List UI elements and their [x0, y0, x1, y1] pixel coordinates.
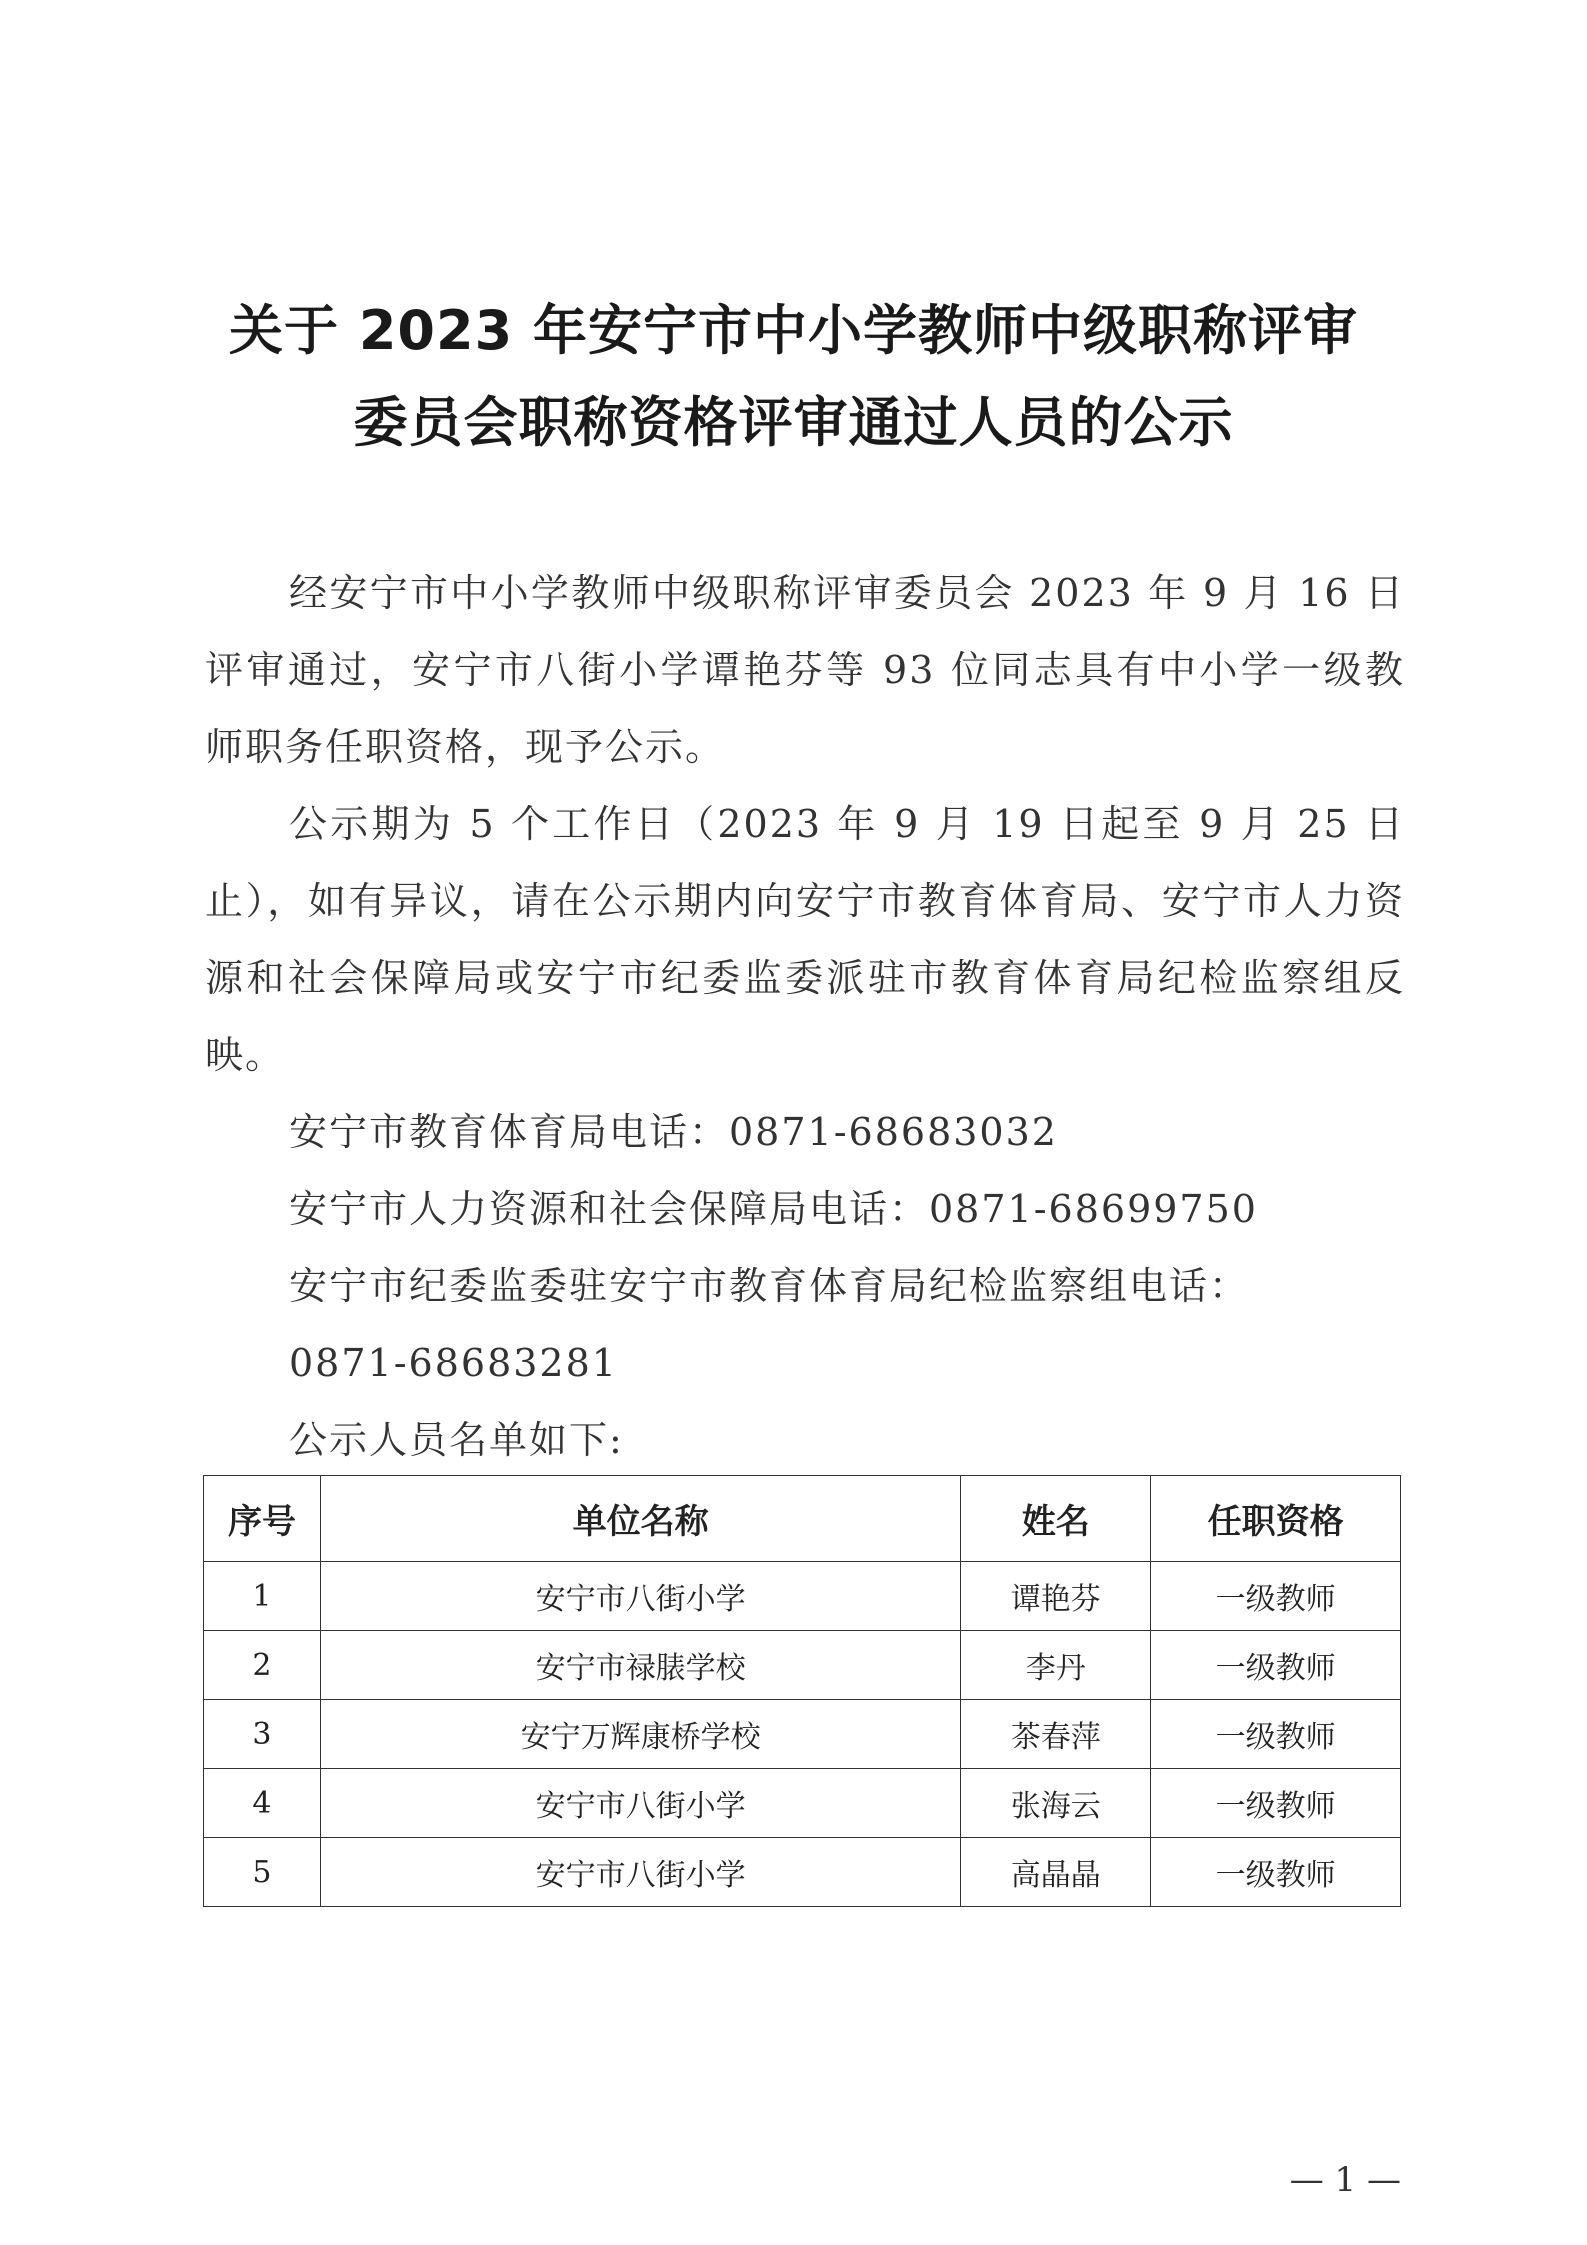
- table-row: [204, 1769, 1401, 1838]
- table-row: [204, 1838, 1401, 1907]
- cell-person-name: 张海云: [961, 1769, 1151, 1838]
- contact-discipline-number: 0871-68683281: [289, 1341, 618, 1385]
- cell-index: 1: [204, 1562, 321, 1631]
- table-header-row: [204, 1476, 1401, 1562]
- cell-index: 5: [204, 1838, 321, 1907]
- header-person-name: 姓名: [961, 1476, 1151, 1562]
- personnel-table: [203, 1475, 1401, 1907]
- contact-hr-phone: 安宁市人力资源和社会保障局电话：0871-68699750: [289, 1187, 1258, 1231]
- title-line-1: 关于 2023 年安宁市中小学教师中级职称评审: [229, 299, 1358, 362]
- paragraph-publicity-period: 公示期为 5 个工作日（2023 年 9 月 19 日起至 9 月 25 日止），如有异议，请在公示期内向安宁市教育体育局、安宁市人力资源和社会保障局或安宁市纪委监委派驻市教育体育局纪检监察组反映。: [205, 802, 1405, 1077]
- cell-person-name: 茶春萍: [961, 1700, 1151, 1769]
- header-unit-name: 单位名称: [320, 1476, 960, 1562]
- document-body: [205, 555, 1405, 1479]
- document-title: [200, 285, 1387, 469]
- cell-unit-name: 安宁市八街小学: [320, 1838, 960, 1907]
- table-row: [204, 1700, 1401, 1769]
- cell-person-name: 高晶晶: [961, 1838, 1151, 1907]
- table-row: [204, 1631, 1401, 1700]
- cell-index: 2: [204, 1631, 321, 1700]
- list-intro: 公示人员名单如下:: [289, 1418, 624, 1462]
- cell-unit-name: 安宁市八街小学: [320, 1769, 960, 1838]
- contact-edu-phone: 安宁市教育体育局电话：0871-68683032: [289, 1110, 1058, 1154]
- cell-unit-name: 安宁市禄脿学校: [320, 1631, 960, 1700]
- page-number: — 1 —: [1289, 2160, 1401, 2200]
- title-line-2: 委员会职称资格评审通过人员的公示: [353, 391, 1234, 454]
- cell-qualification: 一级教师: [1151, 1631, 1401, 1700]
- contact-discipline-label: 安宁市纪委监委驻安宁市教育体育局纪检监察组电话：: [289, 1264, 1250, 1308]
- cell-unit-name: 安宁市八街小学: [320, 1562, 960, 1631]
- table-row: [204, 1562, 1401, 1631]
- cell-qualification: 一级教师: [1151, 1700, 1401, 1769]
- personnel-table-wrapper: [203, 1475, 1401, 1907]
- cell-qualification: 一级教师: [1151, 1838, 1401, 1907]
- cell-index: 3: [204, 1700, 321, 1769]
- cell-unit-name: 安宁万辉康桥学校: [320, 1700, 960, 1769]
- cell-person-name: 李丹: [961, 1631, 1151, 1700]
- header-qualification: 任职资格: [1151, 1476, 1401, 1562]
- cell-qualification: 一级教师: [1151, 1562, 1401, 1631]
- cell-index: 4: [204, 1769, 321, 1838]
- header-index: 序号: [204, 1476, 321, 1562]
- paragraph-approval: 经安宁市中小学教师中级职称评审委员会 2023 年 9 月 16 日评审通过，安宁市八街小学谭艳芬等 93 位同志具有中小学一级教师职务任职资格，现予公示。: [205, 571, 1405, 769]
- cell-person-name: 谭艳芬: [961, 1562, 1151, 1631]
- cell-qualification: 一级教师: [1151, 1769, 1401, 1838]
